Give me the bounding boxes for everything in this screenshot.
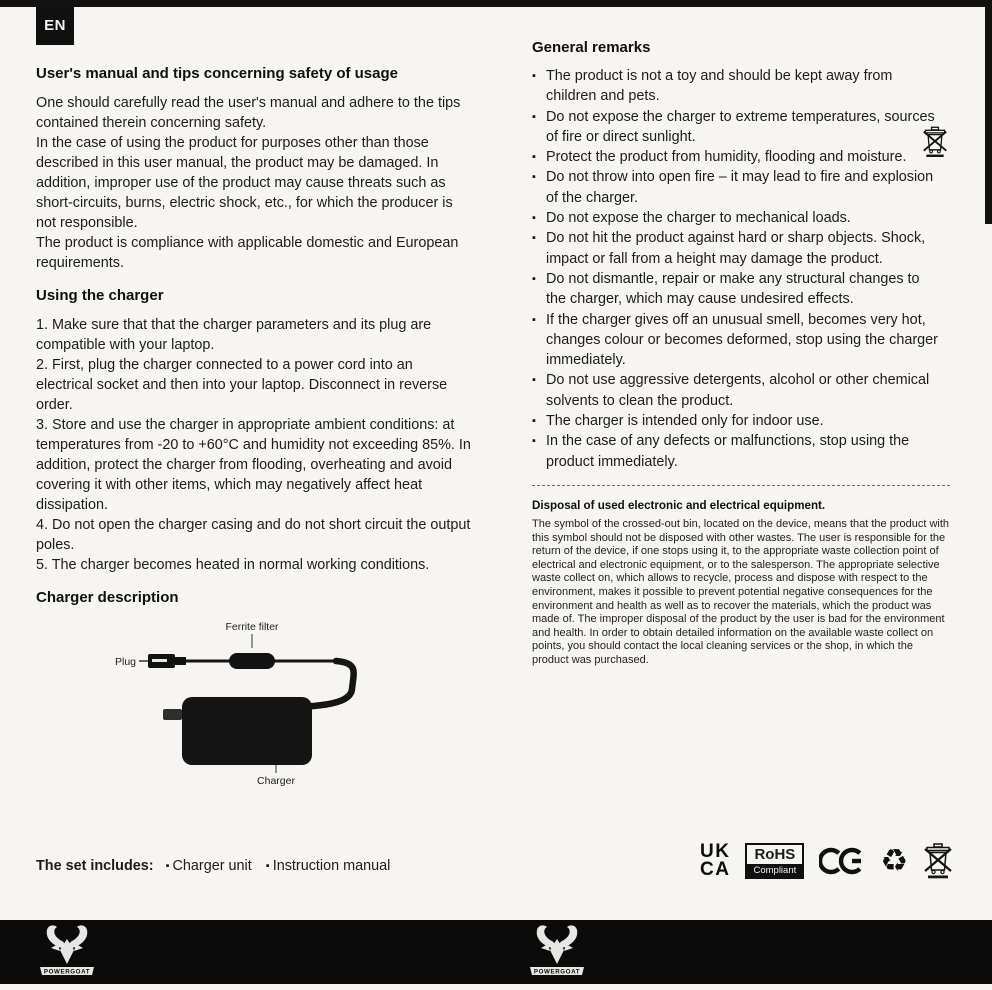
rohs-logo: [745, 843, 804, 879]
dc-connector: [163, 709, 182, 720]
brand-text: POWERGOAT: [43, 968, 91, 976]
powergoat-logo: [38, 924, 96, 978]
footer-bar: [0, 920, 992, 984]
charger-diagram: [36, 617, 436, 787]
powergoat-logo: [528, 924, 586, 978]
brand-text: POWERGOAT: [533, 968, 581, 976]
remark-item: ▪ Protect the product from humidity, flooding and moisture.: [532, 147, 942, 167]
safety-paragraph: In the case of using the product for purposes other than those described in this user manual, the product may be damaged. In addition, improper use of the product may cause threats such as short-circuits, burns, electric shock, etc., for which the producer is not responsible.: [36, 135, 453, 231]
using-step: 5. The charger becomes heated in normal working conditions.: [36, 557, 430, 573]
certification-logos: [700, 843, 960, 879]
using-step: 2. First, plug the charger connected to a power cord into an electrical socket and then into your laptop. Disconnect in reverse order.: [36, 357, 448, 413]
ce-mark-icon: [819, 846, 865, 876]
set-includes-item: ▪ Charger unit: [166, 858, 252, 874]
remark-item: ▪ Do not use aggressive detergents, alcohol or other chemical solvents to clean the product.: [532, 370, 942, 411]
using-step: 4. Do not open the charger casing and do not short circuit the output poles.: [36, 517, 471, 553]
right-edge-bar: [985, 0, 992, 224]
safety-paragraph: One should carefully read the user's manual and adhere to the tips contained therein concerning safety.: [36, 95, 461, 131]
disposal-heading: Disposal of used electronic and electrical equipment.: [532, 498, 826, 512]
dashed-divider: [532, 485, 950, 486]
remark-item: ▪ Do not dismantle, repair or make any structural changes to the charger, which may cause undesired effects.: [532, 269, 942, 310]
using-step: 1. Make sure that that the charger parameters and its plug are compatible with your laptop.: [36, 317, 432, 353]
ukca-bottom-text: CA: [700, 859, 731, 880]
ukca-mark: [700, 843, 730, 879]
ferrite-filter-label: Ferrite filter: [225, 621, 279, 633]
safety-heading: User's manual and tips concerning safety of usage: [36, 65, 398, 82]
remark-item: ▪ Do not throw into open fire – it may lead to fire and explosion of the charger.: [532, 167, 942, 208]
general-remarks-list: [532, 66, 942, 472]
weee-bin-icon-margin: [922, 126, 948, 158]
recycle-icon: ♻: [880, 842, 909, 879]
remark-item: ▪ Do not expose the charger to mechanical loads.: [532, 208, 942, 228]
charger-label: Charger: [257, 775, 295, 787]
rohs-text: RoHS: [754, 846, 796, 863]
charger-description-heading: Charger description: [36, 589, 179, 606]
remark-item: ▪ The charger is intended only for indoor use.: [532, 411, 942, 431]
ukca-top-text: UK: [700, 841, 731, 862]
remark-item: ▪ Do not hit the product against hard or sharp objects. Shock, impact or fall from a height may damage the product.: [532, 228, 942, 269]
remark-item: ▪ Do not expose the charger to extreme temperatures, sources of fire or direct sunlight.: [532, 107, 942, 148]
right-column: [532, 38, 956, 667]
language-badge: EN: [36, 6, 74, 45]
remark-item: ▪ If the charger gives off an unusual smell, becomes very hot, changes colour or becomes deformed, stop using the charger immediately.: [532, 310, 942, 371]
set-includes: [36, 858, 400, 874]
plug-shape: [148, 654, 186, 668]
using-step: 3. Store and use the charger in appropriate ambient conditions: at temperatures from -20 to +60°C and humidity not exceeding 85%. In addition, protect the charger from flooding, overheating and avoid covering it with other items, which may negatively affect heat dissipation.: [36, 417, 471, 513]
plug-label: Plug: [114, 656, 136, 668]
set-includes-label: The set includes:: [36, 858, 154, 874]
safety-paragraph: The product is compliance with applicable domestic and European requirements.: [36, 235, 459, 271]
remark-item: ▪ The product is not a toy and should be kept away from children and pets.: [532, 66, 942, 107]
general-remarks-heading: General remarks: [532, 39, 651, 56]
using-charger-heading: Using the charger: [36, 287, 164, 304]
disposal-body: The symbol of the crossed-out bin, located on the device, means that the product with this symbol should not be disposed with other wastes. The user is responsible for the return of the device, if one stops using it, to the appropriate waste collection point of electrical and electronic equipment, or to the salesperson. The appropriate selective waste collect on, which allows to recycle, process and dispose with respect to the environment, makes it possible to prevent potential negative consequences for the environment and health as well as to recover the materials, which the product was made of. The improper disposal of the product by the user is bad for the environment and health. In order to obtain detailed information on the available waste collect on points, you should contact the local cleaning services or the shop, in which the product was purchased.: [532, 517, 950, 666]
rohs-compliant-text: Compliant: [747, 864, 802, 877]
top-edge-bar: [0, 0, 992, 7]
remark-item: ▪ In the case of any defects or malfunctions, stop using the product immediately.: [532, 431, 942, 472]
ferrite-filter-shape: [229, 653, 275, 669]
set-includes-item: ▪ Instruction manual: [266, 858, 391, 874]
weee-bin-icon: [923, 843, 953, 879]
charger-body: [182, 697, 312, 765]
left-column: [36, 64, 472, 787]
